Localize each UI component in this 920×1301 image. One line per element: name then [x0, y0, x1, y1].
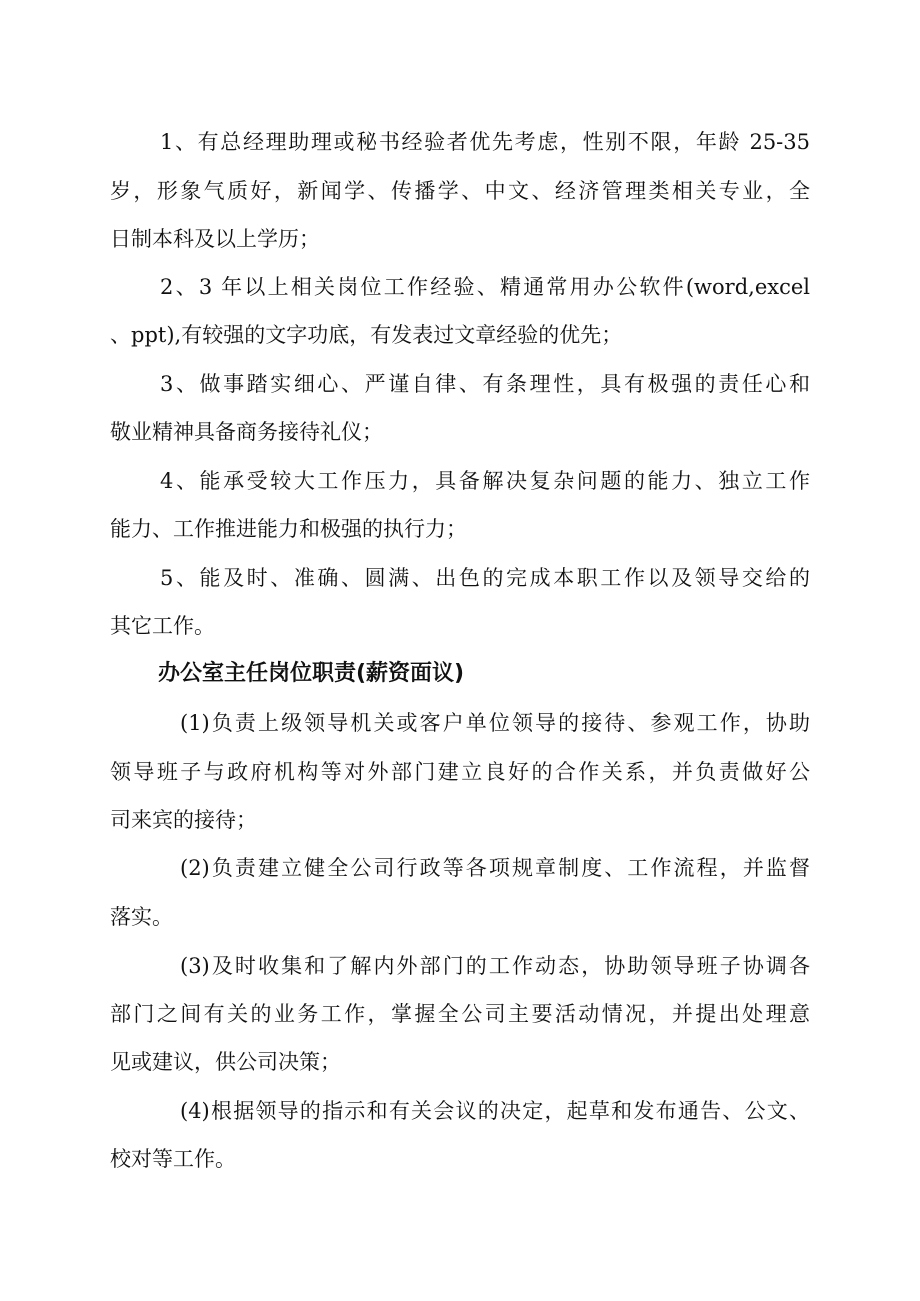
duty-4-line-1: (4)根据领导的指示和有关会议的决定，起草和发布通告、公文、 [180, 1099, 810, 1123]
duty-3-line-3: 见或建议，供公司决策； [110, 1050, 341, 1074]
requirement-5-line-1: 5、能及时、准确、圆满、出色的完成本职工作以及领导交给的 [160, 566, 810, 590]
duty-1-line-3: 司来宾的接待； [110, 808, 257, 832]
requirement-2-line-2: 、ppt),有较强的文字功底，有发表过文章经验的优先； [110, 323, 623, 347]
requirement-2-line-1: 2、3 年以上相关岗位工作经验、精通常用办公软件(word,excel [160, 275, 810, 299]
duty-2-line-2: 落实。 [110, 905, 173, 929]
requirement-1-line-2: 岁，形象气质好，新闻学、传播学、中文、经济管理类相关专业，全 [110, 179, 810, 203]
duty-1-line-1: (1)负责上级领导机关或客户单位领导的接待、参观工作，协助 [180, 711, 810, 735]
requirement-1-line-3: 日制本科及以上学历； [110, 227, 320, 251]
duty-3-line-2: 部门之间有关的业务工作，掌握全公司主要活动情况，并提出处理意 [110, 1002, 810, 1026]
section-title: 办公室主任岗位职责(薪资面议) [158, 661, 465, 686]
duty-2-line-1: (2)负责建立健全公司行政等各项规章制度、工作流程，并监督 [180, 856, 810, 880]
requirement-4-line-2: 能力、工作推进能力和极强的执行力； [110, 517, 467, 541]
requirement-3-line-2: 敬业精神具备商务接待礼仪； [110, 420, 383, 444]
duty-3-line-1: (3)及时收集和了解内外部门的工作动态，协助领导班子协调各 [180, 954, 810, 978]
duty-1-line-2: 领导班子与政府机构等对外部门建立良好的合作关系，并负责做好公 [110, 760, 810, 784]
duty-4-line-2: 校对等工作。 [110, 1147, 236, 1171]
requirement-3-line-1: 3、做事踏实细心、严谨自律、有条理性，具有极强的责任心和 [160, 372, 810, 396]
requirement-5-line-2: 其它工作。 [110, 614, 215, 638]
requirement-1-line-1: 1、有总经理助理或秘书经验者优先考虑，性别不限，年龄 25-35 [160, 130, 810, 154]
requirement-4-line-1: 4、能承受较大工作压力，具备解决复杂问题的能力、独立工作 [160, 469, 810, 493]
